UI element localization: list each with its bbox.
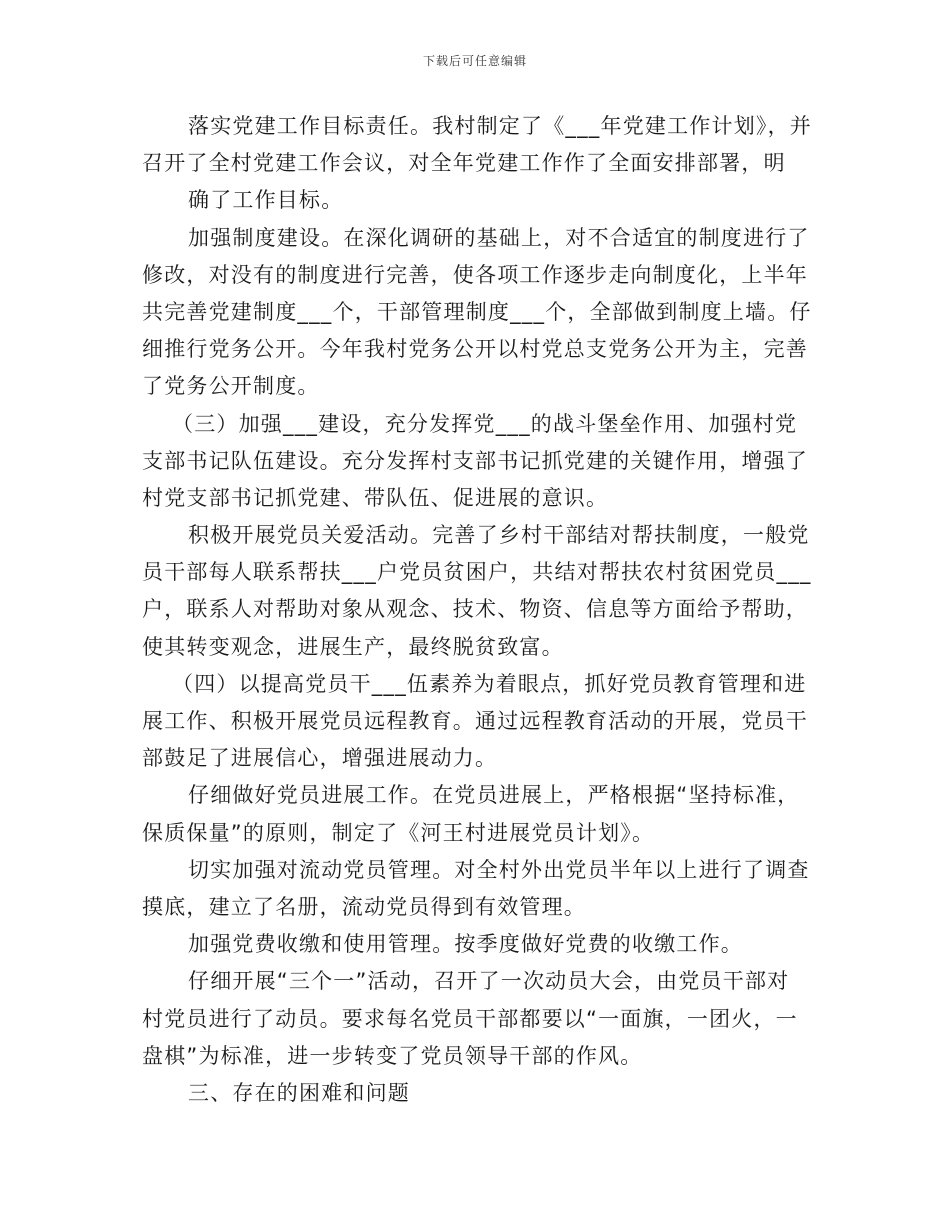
text-line: 保质保量”的原则，制定了《河王村进展党员计划》。 — [142, 820, 655, 845]
text-line: 落实党建工作目标责任。我村制定了《___年党建工作计划》，并 — [188, 114, 812, 138]
text-line: 三、存在的困难和问题 — [188, 1080, 410, 1105]
text-line: 召开了全村党建工作会议，对全年党建工作作了全面安排部署，明 — [142, 151, 786, 176]
text-line: 切实加强对流动党员管理。对全村外出党员半年以上进行了调查 — [188, 857, 810, 882]
text-line: 仔细做好党员进展工作。在党员进展上，严格根据“坚持标准， — [188, 783, 800, 808]
text-line: （三）加强___建设，充分发挥党___的战斗堡垒作用、加强村党 — [172, 411, 798, 436]
text-line: 细推行党务公开。今年我村党务公开以村党总支党务公开为主，完善 — [142, 337, 808, 362]
text-line: 使其转变观念，进展生产，最终脱贫致富。 — [142, 634, 564, 659]
text-line: 员干部每人联系帮扶___户党员贫困户，共结对帮扶农村贫困党员___ — [142, 560, 812, 585]
text-line: 盘棋”为标准，进一步转变了党员领导干部的作风。 — [142, 1043, 643, 1068]
text-line: 部鼓足了进展信心，增强进展动力。 — [142, 746, 498, 771]
text-line: 加强制度建设。在深化调研的基础上，对不合适宜的制度进行了 — [188, 225, 810, 250]
text-line: 户，联系人对帮助对象从观念、技术、物资、信息等方面给予帮助， — [142, 597, 808, 622]
text-line: 共完善党建制度___个，干部管理制度___个，全部做到制度上墙。仔 — [142, 299, 812, 324]
text-line: 仔细开展“三个一”活动，召开了一次动员大会，由党员干部对 — [188, 969, 790, 994]
text-line: 村党员进行了动员。要求每名党员干部都要以“一面旗，一团火，一 — [142, 1006, 798, 1031]
text-line: 积极开展党员关爱活动。完善了乡村干部结对帮扶制度，一般党 — [188, 523, 810, 548]
page-header: 下载后可任意编辑 — [422, 54, 527, 68]
text-line: 加强党费收缴和使用管理。按季度做好党费的收缴工作。 — [188, 932, 743, 957]
document-body — [142, 108, 812, 1112]
text-line: 支部书记队伍建设。充分发挥村支部书记抓党建的关键作用，增强了 — [142, 448, 808, 473]
text-line: 村党支部书记抓党建、带队伍、促进展的意识。 — [142, 485, 609, 510]
text-line: 摸底，建立了名册，流动党员得到有效管理。 — [142, 894, 586, 919]
text-line: 展工作、积极开展党员远程教育。通过远程教育活动的开展，党员干 — [142, 709, 808, 733]
text-line: 修改，对没有的制度进行完善，使各项工作逐步走向制度化，上半年 — [142, 262, 808, 287]
text-line: 了党务公开制度。 — [142, 374, 320, 399]
text-line: 确了工作目标。 — [188, 188, 344, 213]
text-line: （四）以提高党员干___伍素养为着眼点，抓好党员教育管理和进 — [172, 671, 807, 696]
